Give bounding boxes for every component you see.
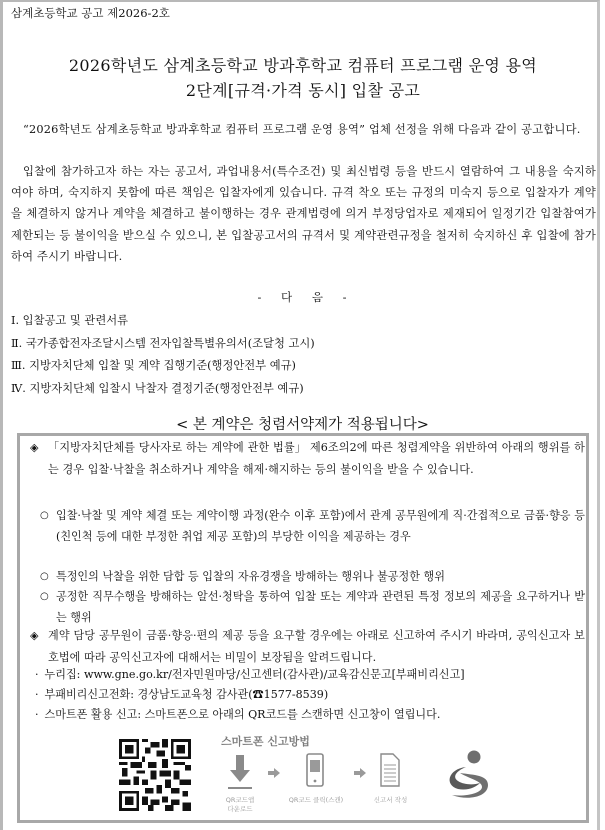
report-channel-text: 스마트폰 활용 신고: 스마트폰으로 아래의 QR코드를 스캔하면 신고창이 열립니다. xyxy=(44,708,441,721)
step-label: QR코드앱 다운로드 xyxy=(225,796,255,813)
report-channel-phone xyxy=(35,685,328,705)
report-clause-text: 계약 담당 공무원이 금품·향응·편의 제공 등을 요구할 경우에는 아래로 신고하여 주시기 바라며, 공익신고자 보호법에 따라 공익신고자에 대해서는 비밀이 보장됨을 알려드립니다. xyxy=(48,629,585,664)
section-label: 국가종합전자조달시스템 전자입찰특별유의서(조달청 고시) xyxy=(25,336,315,350)
step-label: QR코드 클릭(스캔) xyxy=(288,796,344,804)
section-numeral: Ⅲ. xyxy=(11,359,26,372)
report-channel-text: 부패비리신고전화: 경상남도교육청 감사관(☎1577-8539) xyxy=(44,688,329,701)
page-title-line2: 2단계[규격·가격 동시] 입찰 공고 xyxy=(185,81,421,100)
smartphone-icon xyxy=(306,753,324,787)
dot-bullet-icon: · xyxy=(35,668,39,681)
violation-item xyxy=(40,567,585,588)
section-item xyxy=(11,333,315,356)
section-list xyxy=(11,310,315,400)
section-item xyxy=(11,378,315,401)
section-label: 지방자치단체 입찰 및 계약 집행기준(행정안전부 예규) xyxy=(29,359,296,372)
diamond-bullet-icon: ◈ xyxy=(30,441,39,454)
section-heading: - 다 음 - xyxy=(257,290,349,304)
dot-bullet-icon: · xyxy=(35,688,39,701)
violation-text: 공정한 직무수행을 방해하는 알선·청탁을 통하여 입찰 또는 계약과 관련된 특정 정보의 제공을 요구하거나 받는 행위 xyxy=(56,590,585,624)
section-numeral: Ⅱ. xyxy=(11,336,23,350)
download-arrow-icon xyxy=(228,753,252,791)
intro-paragraph: “2026학년도 삼계초등학교 방과후학교 컴퓨터 프로그램 운영 용역” 업체 선정을 위해 다음과 같이 공고합니다. xyxy=(23,123,581,136)
guide-title: 스마트폰 신고방법 xyxy=(221,735,310,748)
document-icon xyxy=(380,753,400,787)
diamond-bullet-icon: ◈ xyxy=(30,629,39,642)
integrity-box-title: < 본 계약은 청렴서약제가 적용됩니다> xyxy=(0,413,605,434)
violation-item xyxy=(40,587,585,628)
section-label: 지방자치단체 입찰시 낙찰자 결정기준(행정안전부 예규) xyxy=(29,381,304,395)
section-item xyxy=(11,355,315,378)
notice-paragraph: 입찰에 참가하고자 하는 자는 공고서, 과업내용서(특수조건) 및 최신법령 등을 반드시 열람하여 그 내용을 숙지하여야 하며, 숙지하지 못함에 따른 책임은 입찰자에게 있습니다. 규격 착오 또는 규정의 미숙지 등으로 입찰자가 계약을 체결하지 않거나 계약을 체결하고 불이행하는 경우 관계법령에 의거 부정당업자로 제재되어 일정기간 입찰참여가 제한되는 등 불이익을 받으실 수 있으니, 본 입찰공고서의 규격서 및 계약관련규정을 철저히 숙지하신 후 입찰에 참가하여 주시기 바랍니다. xyxy=(11,165,596,263)
report-channel-text: 누리집: www.gne.go.kr/전자민원마당/신고센터(감사관)/교육감신문고[부패비리신고] xyxy=(44,668,465,681)
page-title-line1: 2026학년도 삼계초등학교 방과후학교 컴퓨터 프로그램 운영 용역 xyxy=(68,56,538,75)
notice-number: 삼계초등학교 공고 제2026-2호 xyxy=(11,6,170,20)
violation-text: 특정인의 낙찰을 위한 담합 등 입찰의 자유경쟁을 방해하는 행위나 불공정한 행위 xyxy=(56,570,445,583)
smartphone-report-guide xyxy=(218,733,413,818)
section-item xyxy=(11,310,315,333)
dot-bullet-icon: · xyxy=(35,708,39,721)
step-label: 신고서 작성 xyxy=(373,796,408,804)
education-office-logo-icon xyxy=(438,745,498,805)
integrity-clause xyxy=(30,437,585,481)
circle-bullet-icon: ○ xyxy=(40,571,49,582)
report-channel-web xyxy=(35,665,465,685)
section-numeral: Ⅳ. xyxy=(11,381,26,395)
violation-item xyxy=(40,506,585,547)
arrow-right-icon xyxy=(354,768,366,778)
section-label: 입찰공고 및 관련서류 xyxy=(22,314,129,327)
report-clause xyxy=(30,625,585,669)
report-channel-smartphone xyxy=(35,705,440,725)
circle-bullet-icon: ○ xyxy=(40,591,49,602)
section-numeral: Ⅰ. xyxy=(11,314,20,327)
integrity-clause-text: 「지방자치단체를 당사자로 하는 계약에 관한 법률」 제6조의2에 따른 청렴계약을 위반하여 아래의 행위를 하는 경우 입찰·낙찰을 취소하거나 계약을 해제·해지하는 등의 불이익을 받을 수 있습니다. xyxy=(48,441,585,476)
qr-code-icon[interactable] xyxy=(119,737,191,813)
circle-bullet-icon: ○ xyxy=(40,510,49,521)
violation-text: 입찰·낙찰 및 계약 체결 또는 계약이행 과정(완수 이후 포함)에서 관계 공무원에게 직·간접적으로 금품·향응 등(친인척 등에 대한 부정한 취업 제공 포함)의 부당한 이익을 제공하는 경우 xyxy=(56,509,585,543)
arrow-right-icon xyxy=(268,768,280,778)
